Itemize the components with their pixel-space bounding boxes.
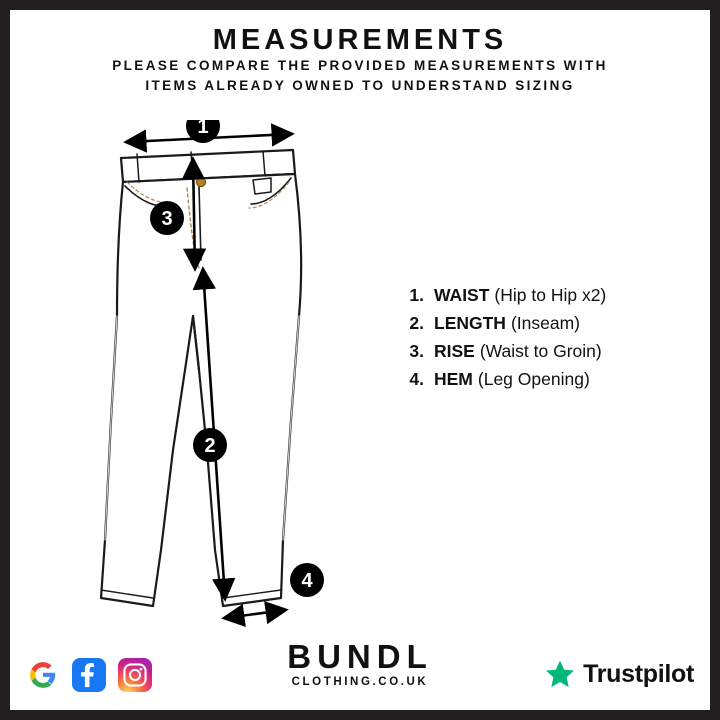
frame-border-right: [710, 0, 720, 720]
legend-item-hem: [398, 369, 698, 390]
facebook-icon[interactable]: [72, 658, 106, 692]
trustpilot-label: Trustpilot: [583, 659, 694, 688]
page-subtitle: [60, 56, 660, 96]
legend-item-length: [398, 313, 698, 334]
instagram-icon[interactable]: [118, 658, 152, 692]
facebook-f-glyph: [74, 660, 104, 690]
legend-desc-waist: (Hip to Hip x2): [494, 285, 607, 305]
legend-term-hem: HEM: [434, 369, 473, 389]
brand-domain: CLOTHING.CO.UK: [291, 676, 429, 688]
legend-term-waist: WAIST: [434, 285, 490, 305]
page-title: MEASUREMENTS: [212, 24, 508, 56]
legend-item-waist: [398, 285, 698, 306]
trustpilot-badge[interactable]: [544, 658, 694, 690]
legend-desc-rise: (Waist to Groin): [479, 341, 602, 361]
legend-num-3: 3.: [409, 341, 424, 361]
legend-num-1: 1.: [409, 285, 424, 305]
legend-item-rise: [398, 341, 698, 362]
marker-2-label: 2: [204, 435, 216, 457]
marker-3-label: 3: [161, 208, 173, 230]
legend-desc-length: (Inseam): [510, 313, 580, 333]
marker-2: [193, 428, 227, 462]
legend-desc-hem: (Leg Opening): [477, 369, 590, 389]
marker-4-label: 4: [301, 570, 313, 592]
marker-3: [150, 201, 184, 235]
marker-4: [290, 563, 324, 597]
jeans-diagram: [95, 120, 395, 640]
measurement-legend: [398, 285, 698, 397]
google-icon[interactable]: [26, 658, 60, 692]
arrow-hem: [225, 610, 285, 618]
instagram-glyph: [122, 662, 148, 688]
legend-term-rise: RISE: [434, 341, 475, 361]
frame-border-bottom: [0, 710, 720, 720]
frame-border-top: [0, 0, 720, 10]
jeans-svg: [95, 120, 395, 640]
subtitle-line-1: PLEASE COMPARE THE PROVIDED MEASUREMENTS WITH: [112, 58, 608, 73]
social-links: [26, 658, 152, 692]
marker-1-label: 1: [197, 120, 209, 138]
legend-num-2: 2.: [409, 313, 424, 333]
subtitle-line-2: ITEMS ALREADY OWNED TO UNDERSTAND SIZING: [145, 78, 575, 93]
brand-name: BUNDL: [287, 638, 433, 675]
trustpilot-star-icon: [544, 658, 576, 690]
google-g-glyph: [29, 661, 57, 689]
frame-border-left: [0, 0, 10, 720]
brand-logo: [255, 640, 465, 688]
legend-num-4: 4.: [409, 369, 424, 389]
legend-term-length: LENGTH: [434, 313, 506, 333]
